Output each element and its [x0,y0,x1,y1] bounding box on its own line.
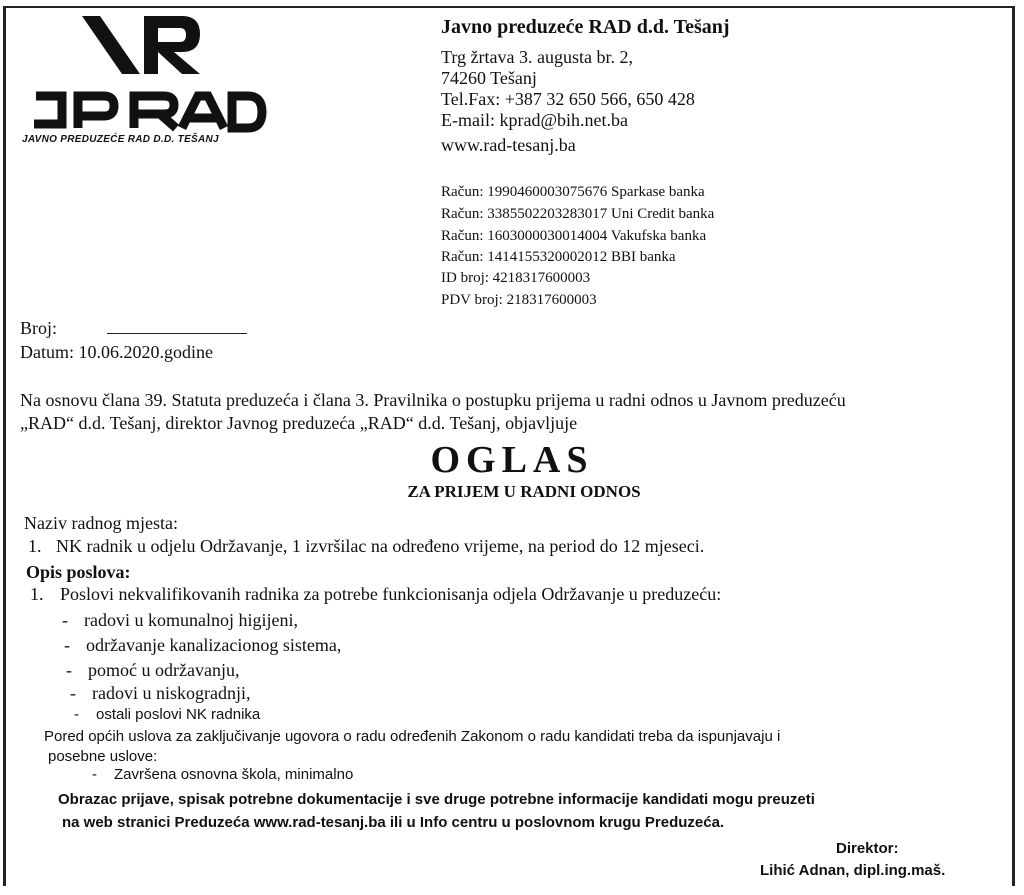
notice-line-2: na web stranici Preduzeća www.rad-tesanj.ba ili u Info centru u poslovnom krugu Preduzeća. [62,814,725,831]
website: www.rad-tesanj.ba [441,135,576,155]
id-number: ID broj: 4218317600003 [441,270,591,286]
position-item-text: NK radnik u odjelu Održavanje, 1 izvršilac na određeno vrijeme, na period do 12 mjeseci. [56,536,705,556]
document-subtitle: ZA PRIJEM U RADNI ODNOS [407,482,641,501]
conditions-line-2: posebne uslove: [48,748,158,765]
intro-line-2: „RAD“ d.d. Tešanj, direktor Javnog preduzeća „RAD“ d.d. Tešanj, objavljuje [20,413,578,433]
telfax: Tel.Fax: +387 32 650 566, 650 428 [441,89,695,109]
signature-name: Lihić Adnan, dipl.ing.maš. [760,862,946,879]
broj-label: Broj: [20,318,58,338]
duty-bullet: - ostali poslovi NK radnika [74,706,261,723]
position-item-number: 1. [28,536,42,556]
broj-blank [107,319,247,334]
account-2: Račun: 3385502203283017 Uni Credit banka [441,206,715,222]
address-line-2: 74260 Tešanj [441,68,537,88]
notice-line-1: Obrazac prijave, spisak potrebne dokumentacije i sve druge potrebne informacije kandidati mogu preuzeti [58,791,815,808]
duties-item-text: Poslovi nekvalifikovanih radnika za potrebe funkcionisanja odjela Održavanje u preduzeću: [60,584,722,604]
signature-role: Direktor: [836,840,899,857]
datum: Datum: 10.06.2020.godine [20,342,213,362]
company-name: Javno preduzeće RAD d.d. Tešanj [441,16,730,38]
company-logo [22,12,272,147]
duties-label: Opis poslova: [26,562,131,582]
intro-line-1: Na osnovu člana 39. Statuta preduzeća i člana 3. Pravilnika o postupku prijema u radni odnos u Javnom preduzeću [20,390,846,410]
position-item [28,536,704,557]
logo-caption: JAVNO PREDUZEĆE RAD D.D. TEŠANJ [22,134,219,145]
account-4: Račun: 1414155320002012 BBI banka [441,249,676,265]
logo-mark-icon [22,12,272,137]
duty-bullet: - radovi u komunalnoj higijeni, [62,610,298,630]
duty-bullet: - pomoć u održavanju, [66,660,240,680]
duty-bullet: - održavanje kanalizacionog sistema, [64,635,342,655]
email: E-mail: kprad@bih.net.ba [441,110,629,130]
duty-bullet: - radovi u niskogradnji, [70,683,251,703]
document-title: OGLAS [430,439,594,481]
broj-line [20,318,247,339]
address-line-1: Trg žrtava 3. augusta br. 2, [441,47,633,67]
conditions-bullet: - Završena osnovna škola, minimalno [92,766,354,783]
duties-item-number: 1. [30,584,44,604]
duties-item [30,584,721,605]
pdv-number: PDV broj: 218317600003 [441,292,597,308]
account-1: Račun: 1990460003075676 Sparkase banka [441,184,705,200]
position-label: Naziv radnog mjesta: [24,513,178,533]
conditions-line-1: Pored općih uslova za zaključivanje ugovora o radu određenih Zakonom o radu kandidati treba da ispunjavaju i [44,728,781,745]
account-3: Račun: 1603000030014004 Vakufska banka [441,228,707,244]
